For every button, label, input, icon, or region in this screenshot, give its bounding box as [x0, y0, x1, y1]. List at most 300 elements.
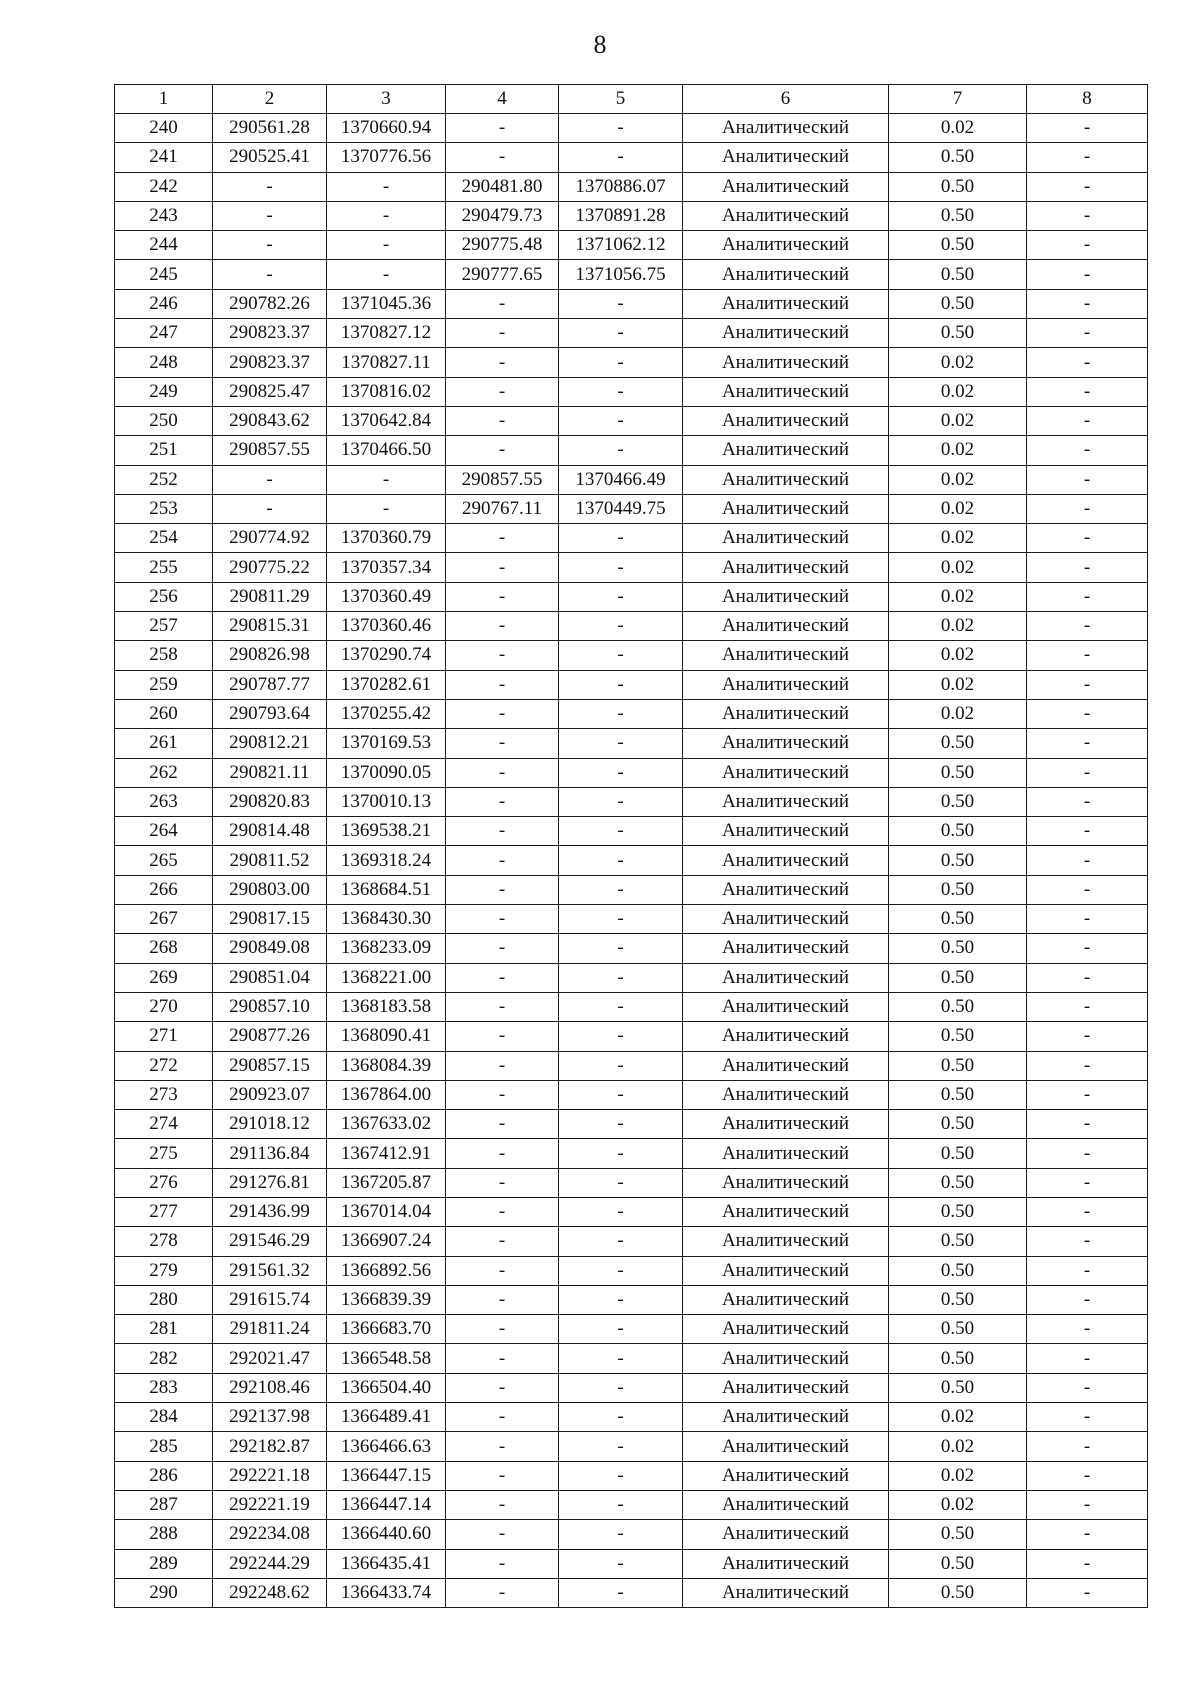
x-coordinate-alt-cell: - [446, 1373, 559, 1402]
table-row [115, 670, 1148, 699]
note-cell: - [1027, 260, 1148, 289]
method-cell: Аналитический [683, 1168, 889, 1197]
note-cell: - [1027, 1578, 1148, 1607]
x-coordinate-cell: 290821.11 [213, 758, 327, 787]
accuracy-cell: 0.50 [889, 817, 1027, 846]
table-row [115, 406, 1148, 435]
method-cell: Аналитический [683, 319, 889, 348]
x-coordinate-cell: 291811.24 [213, 1315, 327, 1344]
note-cell: - [1027, 1315, 1148, 1344]
accuracy-cell: 0.50 [889, 172, 1027, 201]
column-header-3: 3 [327, 85, 446, 114]
y-coordinate-alt-cell: - [559, 963, 683, 992]
accuracy-cell: 0.50 [889, 1139, 1027, 1168]
point-number-cell: 249 [115, 377, 213, 406]
point-number-cell: 286 [115, 1461, 213, 1490]
point-number-cell: 256 [115, 582, 213, 611]
x-coordinate-alt-cell: - [446, 114, 559, 143]
y-coordinate-cell: 1367014.04 [327, 1197, 446, 1226]
y-coordinate-alt-cell: - [559, 1256, 683, 1285]
method-cell: Аналитический [683, 1197, 889, 1226]
method-cell: Аналитический [683, 641, 889, 670]
x-coordinate-alt-cell: - [446, 1432, 559, 1461]
note-cell: - [1027, 582, 1148, 611]
accuracy-cell: 0.02 [889, 1490, 1027, 1519]
point-number-cell: 263 [115, 787, 213, 816]
note-cell: - [1027, 406, 1148, 435]
x-coordinate-alt-cell: - [446, 758, 559, 787]
y-coordinate-cell: 1370827.11 [327, 348, 446, 377]
x-coordinate-alt-cell: - [446, 699, 559, 728]
point-number-cell: 281 [115, 1315, 213, 1344]
table-row [115, 143, 1148, 172]
method-cell: Аналитический [683, 260, 889, 289]
y-coordinate-alt-cell: - [559, 1549, 683, 1578]
method-cell: Аналитический [683, 905, 889, 934]
table-row [115, 1432, 1148, 1461]
x-coordinate-alt-cell: - [446, 1197, 559, 1226]
point-number-cell: 278 [115, 1227, 213, 1256]
table-row [115, 1315, 1148, 1344]
x-coordinate-alt-cell: 290767.11 [446, 494, 559, 523]
y-coordinate-alt-cell: 1370886.07 [559, 172, 683, 201]
x-coordinate-cell: - [213, 172, 327, 201]
accuracy-cell: 0.50 [889, 1315, 1027, 1344]
point-number-cell: 269 [115, 963, 213, 992]
y-coordinate-cell: - [327, 231, 446, 260]
note-cell: - [1027, 1490, 1148, 1519]
point-number-cell: 247 [115, 319, 213, 348]
table-row [115, 846, 1148, 875]
accuracy-cell: 0.02 [889, 1403, 1027, 1432]
point-number-cell: 272 [115, 1051, 213, 1080]
x-coordinate-cell: - [213, 465, 327, 494]
x-coordinate-cell: 290843.62 [213, 406, 327, 435]
point-number-cell: 260 [115, 699, 213, 728]
x-coordinate-cell: 291546.29 [213, 1227, 327, 1256]
note-cell: - [1027, 1432, 1148, 1461]
point-number-cell: 289 [115, 1549, 213, 1578]
x-coordinate-cell: 290857.55 [213, 436, 327, 465]
accuracy-cell: 0.02 [889, 348, 1027, 377]
y-coordinate-alt-cell: - [559, 1168, 683, 1197]
method-cell: Аналитический [683, 1373, 889, 1402]
method-cell: Аналитический [683, 699, 889, 728]
point-number-cell: 283 [115, 1373, 213, 1402]
x-coordinate-cell: - [213, 494, 327, 523]
table-row [115, 319, 1148, 348]
table-row [115, 699, 1148, 728]
accuracy-cell: 0.50 [889, 260, 1027, 289]
table-row [115, 875, 1148, 904]
table-row [115, 992, 1148, 1021]
accuracy-cell: 0.02 [889, 436, 1027, 465]
y-coordinate-cell: 1366892.56 [327, 1256, 446, 1285]
method-cell: Аналитический [683, 1549, 889, 1578]
x-coordinate-cell: 290857.10 [213, 992, 327, 1021]
accuracy-cell: 0.50 [889, 1344, 1027, 1373]
method-cell: Аналитический [683, 582, 889, 611]
table-row [115, 787, 1148, 816]
point-number-cell: 280 [115, 1285, 213, 1314]
method-cell: Аналитический [683, 348, 889, 377]
point-number-cell: 254 [115, 524, 213, 553]
x-coordinate-cell: 290525.41 [213, 143, 327, 172]
y-coordinate-cell: 1367412.91 [327, 1139, 446, 1168]
method-cell: Аналитический [683, 992, 889, 1021]
table-row [115, 377, 1148, 406]
accuracy-cell: 0.50 [889, 1227, 1027, 1256]
method-cell: Аналитический [683, 289, 889, 318]
table-row [115, 114, 1148, 143]
accuracy-cell: 0.50 [889, 231, 1027, 260]
y-coordinate-alt-cell: - [559, 1227, 683, 1256]
y-coordinate-cell: 1370357.34 [327, 553, 446, 582]
table-row [115, 201, 1148, 230]
y-coordinate-alt-cell: - [559, 934, 683, 963]
x-coordinate-cell: - [213, 201, 327, 230]
note-cell: - [1027, 1344, 1148, 1373]
method-cell: Аналитический [683, 377, 889, 406]
x-coordinate-alt-cell: 290857.55 [446, 465, 559, 494]
x-coordinate-alt-cell: - [446, 1256, 559, 1285]
x-coordinate-alt-cell: - [446, 1110, 559, 1139]
accuracy-cell: 0.02 [889, 670, 1027, 699]
method-cell: Аналитический [683, 758, 889, 787]
table-row [115, 758, 1148, 787]
x-coordinate-cell: - [213, 231, 327, 260]
y-coordinate-alt-cell: - [559, 1578, 683, 1607]
point-number-cell: 267 [115, 905, 213, 934]
accuracy-cell: 0.50 [889, 758, 1027, 787]
accuracy-cell: 0.02 [889, 465, 1027, 494]
y-coordinate-cell: 1370255.42 [327, 699, 446, 728]
x-coordinate-alt-cell: - [446, 787, 559, 816]
x-coordinate-cell: 292182.87 [213, 1432, 327, 1461]
y-coordinate-cell: 1370466.50 [327, 436, 446, 465]
point-number-cell: 253 [115, 494, 213, 523]
x-coordinate-alt-cell: - [446, 1022, 559, 1051]
y-coordinate-alt-cell: - [559, 992, 683, 1021]
accuracy-cell: 0.50 [889, 1110, 1027, 1139]
coordinates-table [114, 84, 1148, 1608]
y-coordinate-cell: 1368221.00 [327, 963, 446, 992]
y-coordinate-cell: 1366447.14 [327, 1490, 446, 1519]
accuracy-cell: 0.50 [889, 1080, 1027, 1109]
y-coordinate-alt-cell: - [559, 1197, 683, 1226]
table-row [115, 1227, 1148, 1256]
column-header-8: 8 [1027, 85, 1148, 114]
y-coordinate-alt-cell: - [559, 1022, 683, 1051]
method-cell: Аналитический [683, 1080, 889, 1109]
point-number-cell: 290 [115, 1578, 213, 1607]
y-coordinate-alt-cell: - [559, 729, 683, 758]
note-cell: - [1027, 1139, 1148, 1168]
y-coordinate-alt-cell: - [559, 905, 683, 934]
point-number-cell: 246 [115, 289, 213, 318]
y-coordinate-cell: - [327, 201, 446, 230]
table-row [115, 1051, 1148, 1080]
x-coordinate-cell: 292221.19 [213, 1490, 327, 1519]
y-coordinate-alt-cell: - [559, 787, 683, 816]
y-coordinate-alt-cell: - [559, 612, 683, 641]
y-coordinate-alt-cell: - [559, 436, 683, 465]
x-coordinate-cell: 290877.26 [213, 1022, 327, 1051]
point-number-cell: 282 [115, 1344, 213, 1373]
x-coordinate-alt-cell: - [446, 436, 559, 465]
table-row [115, 963, 1148, 992]
x-coordinate-cell: 292137.98 [213, 1403, 327, 1432]
point-number-cell: 266 [115, 875, 213, 904]
y-coordinate-cell: 1368430.30 [327, 905, 446, 934]
x-coordinate-cell: 290561.28 [213, 114, 327, 143]
table-row [115, 494, 1148, 523]
method-cell: Аналитический [683, 553, 889, 582]
table-row [115, 1490, 1148, 1519]
y-coordinate-cell: 1368183.58 [327, 992, 446, 1021]
point-number-cell: 244 [115, 231, 213, 260]
note-cell: - [1027, 641, 1148, 670]
method-cell: Аналитический [683, 406, 889, 435]
y-coordinate-alt-cell: - [559, 1139, 683, 1168]
y-coordinate-cell: 1370090.05 [327, 758, 446, 787]
table-row [115, 1373, 1148, 1402]
x-coordinate-cell: 291276.81 [213, 1168, 327, 1197]
y-coordinate-cell: 1366489.41 [327, 1403, 446, 1432]
y-coordinate-alt-cell: - [559, 377, 683, 406]
y-coordinate-alt-cell: - [559, 143, 683, 172]
method-cell: Аналитический [683, 1432, 889, 1461]
point-number-cell: 258 [115, 641, 213, 670]
x-coordinate-alt-cell: - [446, 1315, 559, 1344]
x-coordinate-alt-cell: - [446, 143, 559, 172]
point-number-cell: 241 [115, 143, 213, 172]
y-coordinate-cell: 1371045.36 [327, 289, 446, 318]
y-coordinate-alt-cell: - [559, 406, 683, 435]
note-cell: - [1027, 1110, 1148, 1139]
note-cell: - [1027, 524, 1148, 553]
table-row [115, 436, 1148, 465]
method-cell: Аналитический [683, 817, 889, 846]
accuracy-cell: 0.02 [889, 377, 1027, 406]
x-coordinate-cell: 290775.22 [213, 553, 327, 582]
method-cell: Аналитический [683, 846, 889, 875]
x-coordinate-alt-cell: - [446, 1227, 559, 1256]
table-row [115, 172, 1148, 201]
method-cell: Аналитический [683, 1520, 889, 1549]
method-cell: Аналитический [683, 172, 889, 201]
y-coordinate-cell: 1366839.39 [327, 1285, 446, 1314]
point-number-cell: 275 [115, 1139, 213, 1168]
x-coordinate-alt-cell: - [446, 1285, 559, 1314]
note-cell: - [1027, 1168, 1148, 1197]
x-coordinate-alt-cell: 290481.80 [446, 172, 559, 201]
method-cell: Аналитический [683, 1227, 889, 1256]
accuracy-cell: 0.02 [889, 114, 1027, 143]
y-coordinate-alt-cell: - [559, 1461, 683, 1490]
accuracy-cell: 0.02 [889, 582, 1027, 611]
x-coordinate-alt-cell: - [446, 1403, 559, 1432]
method-cell: Аналитический [683, 787, 889, 816]
column-header-4: 4 [446, 85, 559, 114]
note-cell: - [1027, 1285, 1148, 1314]
point-number-cell: 284 [115, 1403, 213, 1432]
x-coordinate-alt-cell: - [446, 319, 559, 348]
point-number-cell: 248 [115, 348, 213, 377]
y-coordinate-alt-cell: - [559, 670, 683, 699]
y-coordinate-alt-cell: - [559, 1051, 683, 1080]
x-coordinate-cell: 290923.07 [213, 1080, 327, 1109]
y-coordinate-cell: 1366683.70 [327, 1315, 446, 1344]
column-header-2: 2 [213, 85, 327, 114]
method-cell: Аналитический [683, 934, 889, 963]
method-cell: Аналитический [683, 494, 889, 523]
x-coordinate-cell: 290817.15 [213, 905, 327, 934]
x-coordinate-alt-cell: - [446, 1578, 559, 1607]
x-coordinate-cell: 290811.29 [213, 582, 327, 611]
page-number: 8 [593, 30, 607, 59]
y-coordinate-alt-cell: 1371062.12 [559, 231, 683, 260]
table-row [115, 1256, 1148, 1285]
x-coordinate-alt-cell: - [446, 289, 559, 318]
table-row [115, 582, 1148, 611]
method-cell: Аналитический [683, 963, 889, 992]
table-row [115, 1344, 1148, 1373]
table-row [115, 465, 1148, 494]
x-coordinate-alt-cell: 290775.48 [446, 231, 559, 260]
point-number-cell: 242 [115, 172, 213, 201]
y-coordinate-alt-cell: - [559, 289, 683, 318]
accuracy-cell: 0.02 [889, 641, 1027, 670]
method-cell: Аналитический [683, 1110, 889, 1139]
y-coordinate-cell: 1370816.02 [327, 377, 446, 406]
point-number-cell: 276 [115, 1168, 213, 1197]
y-coordinate-cell: 1367633.02 [327, 1110, 446, 1139]
y-coordinate-cell: 1368084.39 [327, 1051, 446, 1080]
point-number-cell: 288 [115, 1520, 213, 1549]
method-cell: Аналитический [683, 875, 889, 904]
method-cell: Аналитический [683, 1256, 889, 1285]
point-number-cell: 261 [115, 729, 213, 758]
accuracy-cell: 0.50 [889, 934, 1027, 963]
x-coordinate-alt-cell: - [446, 582, 559, 611]
x-coordinate-alt-cell: - [446, 934, 559, 963]
x-coordinate-alt-cell: - [446, 1344, 559, 1373]
y-coordinate-cell: 1368233.09 [327, 934, 446, 963]
x-coordinate-cell: 291018.12 [213, 1110, 327, 1139]
note-cell: - [1027, 963, 1148, 992]
table-row [115, 1168, 1148, 1197]
note-cell: - [1027, 1461, 1148, 1490]
accuracy-cell: 0.50 [889, 319, 1027, 348]
column-header-5: 5 [559, 85, 683, 114]
note-cell: - [1027, 729, 1148, 758]
accuracy-cell: 0.50 [889, 1256, 1027, 1285]
y-coordinate-alt-cell: - [559, 1344, 683, 1373]
x-coordinate-alt-cell: - [446, 846, 559, 875]
y-coordinate-cell: 1370010.13 [327, 787, 446, 816]
note-cell: - [1027, 1080, 1148, 1109]
y-coordinate-alt-cell: - [559, 1432, 683, 1461]
x-coordinate-alt-cell: - [446, 1549, 559, 1578]
x-coordinate-alt-cell: 290479.73 [446, 201, 559, 230]
note-cell: - [1027, 992, 1148, 1021]
accuracy-cell: 0.02 [889, 406, 1027, 435]
y-coordinate-cell: 1366504.40 [327, 1373, 446, 1402]
method-cell: Аналитический [683, 1051, 889, 1080]
table-row [115, 524, 1148, 553]
note-cell: - [1027, 1227, 1148, 1256]
y-coordinate-cell: 1370827.12 [327, 319, 446, 348]
x-coordinate-cell: 290823.37 [213, 348, 327, 377]
y-coordinate-cell: 1370660.94 [327, 114, 446, 143]
y-coordinate-cell: 1369318.24 [327, 846, 446, 875]
note-cell: - [1027, 172, 1148, 201]
x-coordinate-alt-cell: - [446, 1139, 559, 1168]
accuracy-cell: 0.50 [889, 905, 1027, 934]
accuracy-cell: 0.50 [889, 1022, 1027, 1051]
y-coordinate-cell: 1366435.41 [327, 1549, 446, 1578]
method-cell: Аналитический [683, 201, 889, 230]
y-coordinate-alt-cell: 1370449.75 [559, 494, 683, 523]
y-coordinate-cell: 1370290.74 [327, 641, 446, 670]
accuracy-cell: 0.50 [889, 1578, 1027, 1607]
method-cell: Аналитический [683, 1490, 889, 1519]
accuracy-cell: 0.50 [889, 1051, 1027, 1080]
x-coordinate-alt-cell: - [446, 1168, 559, 1197]
accuracy-cell: 0.50 [889, 963, 1027, 992]
x-coordinate-cell: 290826.98 [213, 641, 327, 670]
table-row [115, 1080, 1148, 1109]
x-coordinate-cell: 290857.15 [213, 1051, 327, 1080]
point-number-cell: 277 [115, 1197, 213, 1226]
table-row [115, 934, 1148, 963]
point-number-cell: 255 [115, 553, 213, 582]
point-number-cell: 268 [115, 934, 213, 963]
note-cell: - [1027, 494, 1148, 523]
accuracy-cell: 0.50 [889, 787, 1027, 816]
y-coordinate-alt-cell: - [559, 1110, 683, 1139]
table-row [115, 817, 1148, 846]
note-cell: - [1027, 114, 1148, 143]
point-number-cell: 243 [115, 201, 213, 230]
x-coordinate-alt-cell: - [446, 875, 559, 904]
point-number-cell: 259 [115, 670, 213, 699]
y-coordinate-alt-cell: - [559, 875, 683, 904]
y-coordinate-cell: 1366447.15 [327, 1461, 446, 1490]
accuracy-cell: 0.02 [889, 553, 1027, 582]
accuracy-cell: 0.50 [889, 875, 1027, 904]
note-cell: - [1027, 1022, 1148, 1051]
y-coordinate-cell: 1370169.53 [327, 729, 446, 758]
x-coordinate-cell: 292248.62 [213, 1578, 327, 1607]
x-coordinate-cell: 290793.64 [213, 699, 327, 728]
table-row [115, 905, 1148, 934]
x-coordinate-alt-cell: - [446, 377, 559, 406]
y-coordinate-alt-cell: - [559, 1520, 683, 1549]
x-coordinate-alt-cell: - [446, 992, 559, 1021]
method-cell: Аналитический [683, 465, 889, 494]
x-coordinate-alt-cell: - [446, 1490, 559, 1519]
y-coordinate-cell: 1366907.24 [327, 1227, 446, 1256]
y-coordinate-alt-cell: - [559, 1490, 683, 1519]
y-coordinate-alt-cell: - [559, 114, 683, 143]
x-coordinate-alt-cell: - [446, 612, 559, 641]
y-coordinate-cell: 1370360.79 [327, 524, 446, 553]
note-cell: - [1027, 377, 1148, 406]
x-coordinate-alt-cell: - [446, 670, 559, 699]
note-cell: - [1027, 1256, 1148, 1285]
